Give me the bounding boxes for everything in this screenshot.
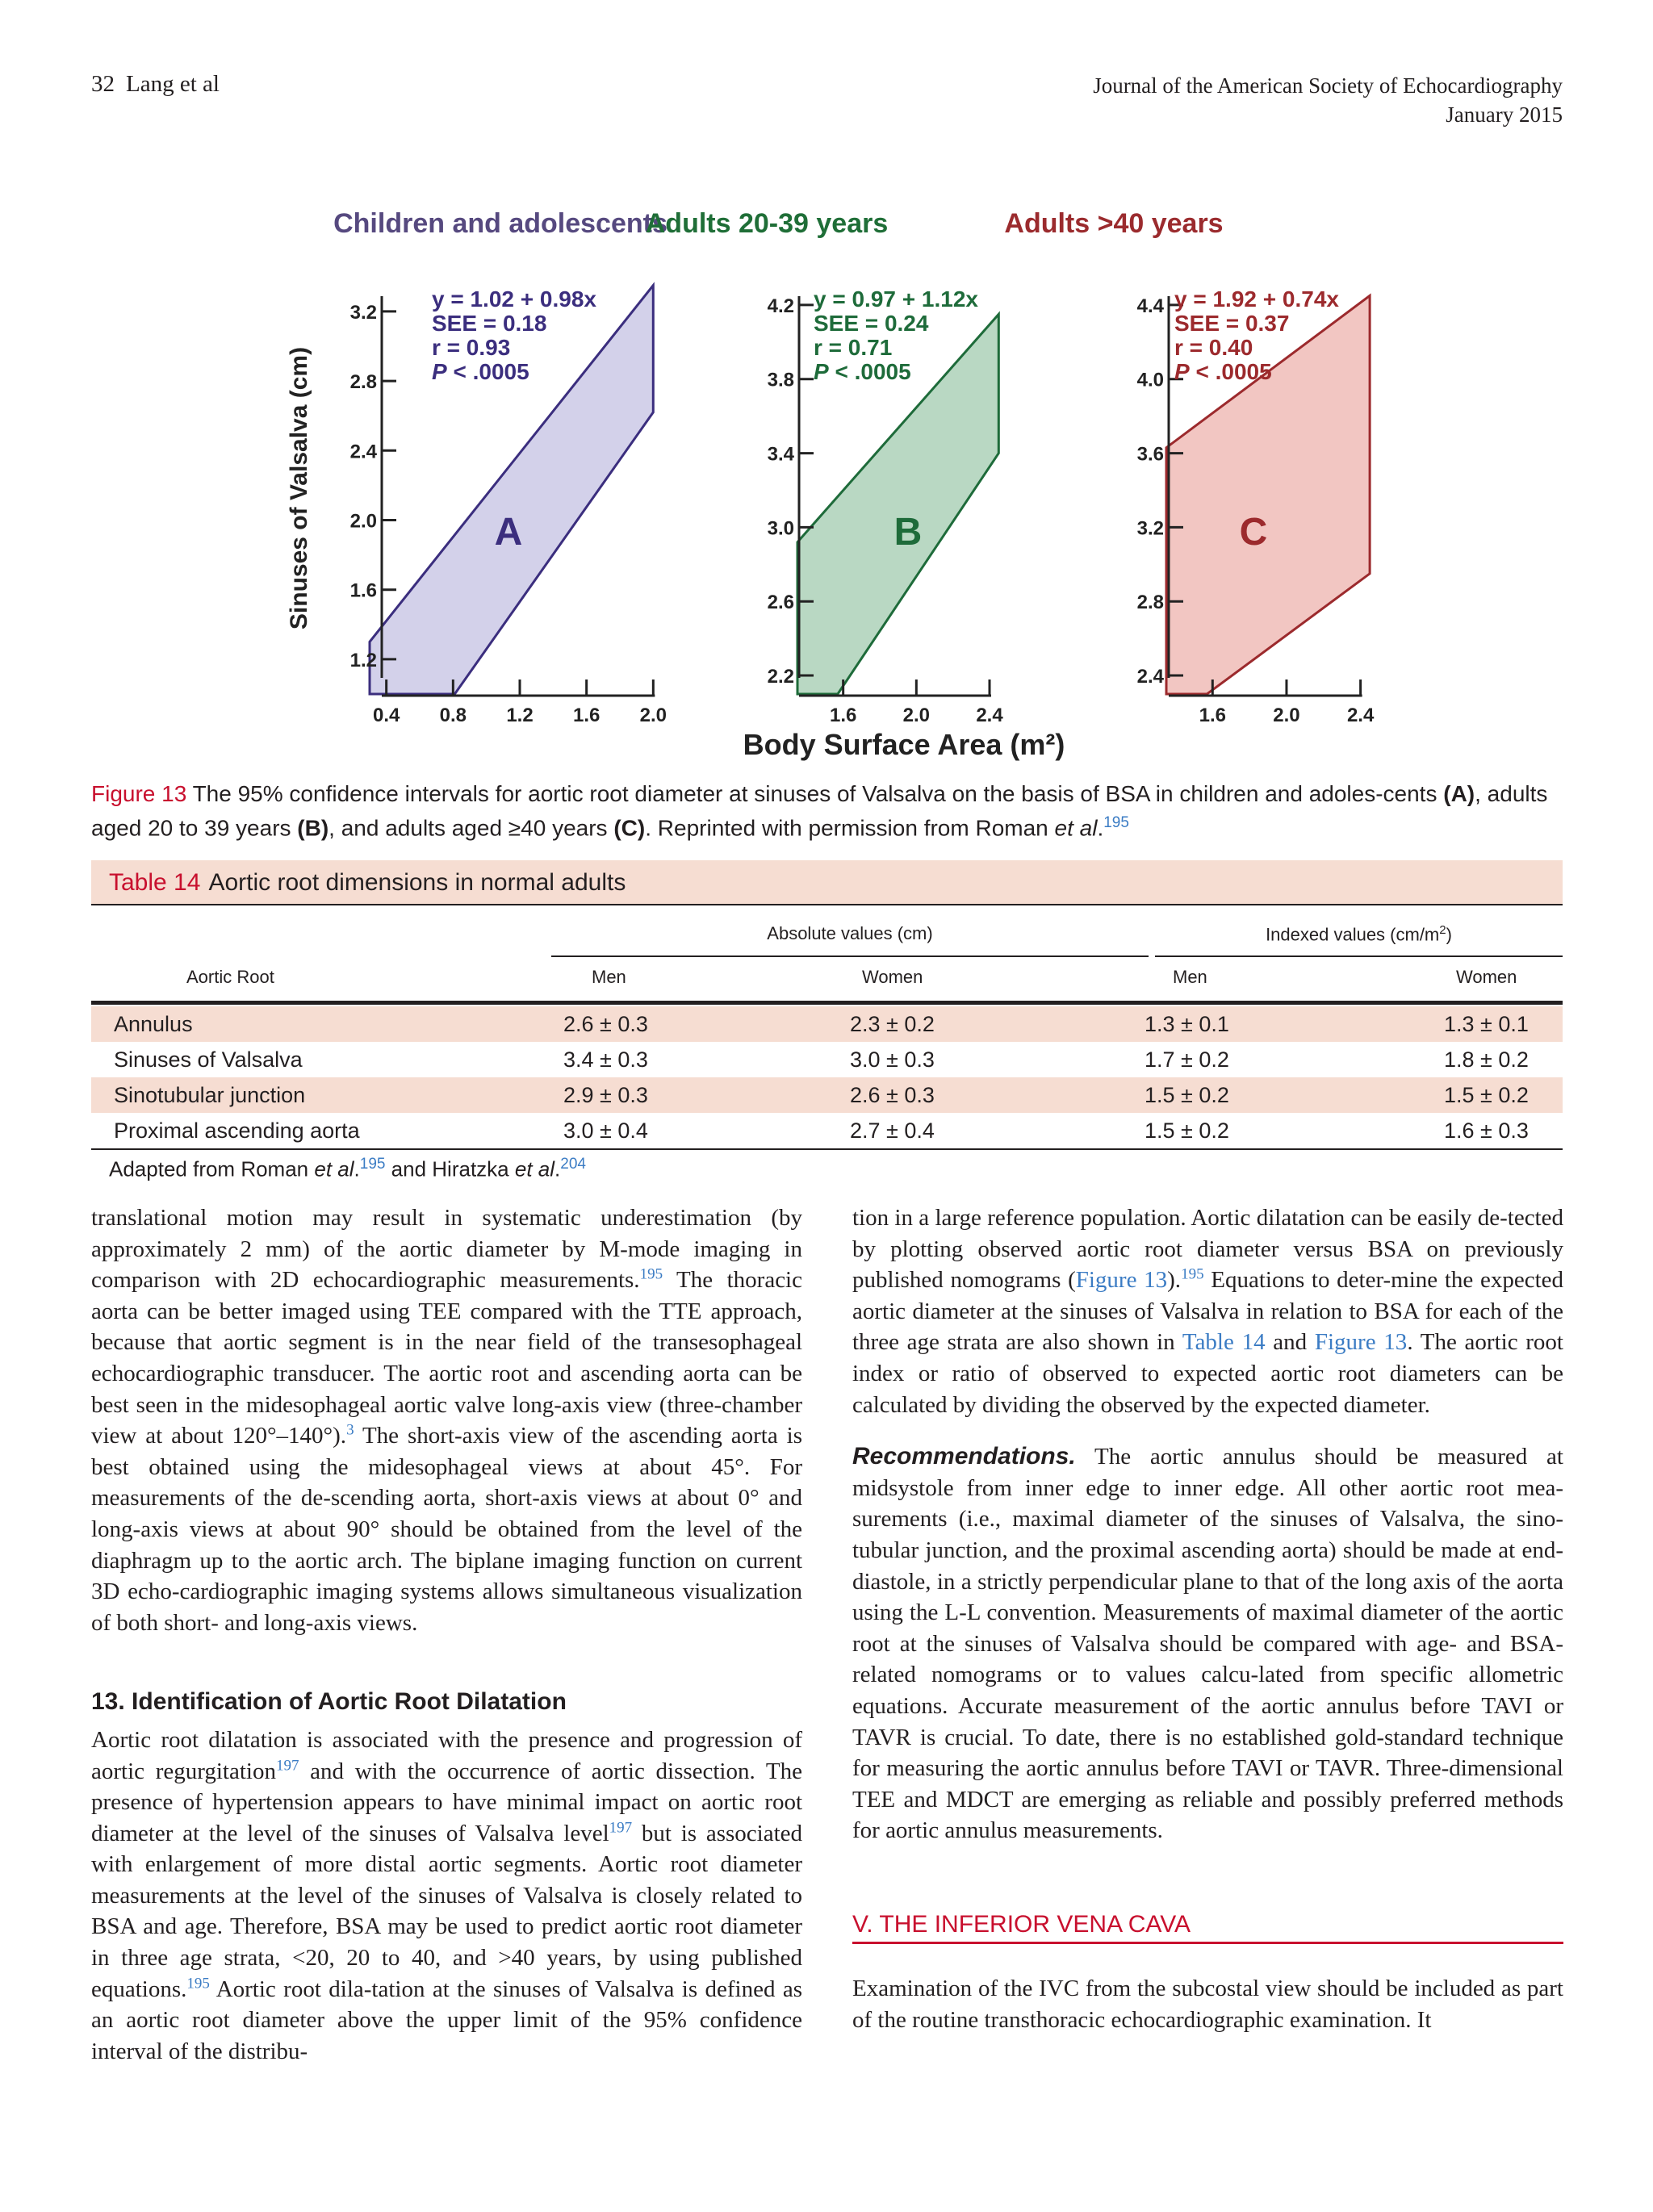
group-header-absolute: Absolute values (cm): [767, 923, 933, 943]
p-value-text: P < .0005: [1174, 359, 1272, 384]
panel-title: Adults 20-39 years: [645, 208, 889, 239]
table-title-text: Aortic root dimensions in normal adults: [208, 869, 626, 896]
y-tick-label: 3.6: [1136, 443, 1164, 466]
text-run: translational motion may result in systematic underestimation (by approximately 2 mm) of the aortic diameter by M-mode imaging in comparison with 2D echocardiographic measurements.: [91, 1205, 802, 1294]
chart-panel-a: [333, 208, 667, 726]
equation-text: y = 1.92 + 0.74x: [1174, 286, 1339, 312]
footnote-text: Adapted from Roman: [109, 1156, 315, 1181]
cell-idx-women: 1.6 ± 0.3: [1444, 1119, 1529, 1143]
row-label: Annulus: [114, 1012, 193, 1036]
row-label: Sinotubular junction: [114, 1083, 306, 1107]
y-tick-label: 2.6: [767, 592, 794, 614]
footnote-etal: et al: [514, 1156, 555, 1181]
group-header-indexed-sup: 2: [1439, 923, 1446, 937]
r-text: r = 0.93: [432, 335, 511, 360]
text-run: The short-axis view of the ascending aorta is best obtained using the midesophageal views at about 45°. For measurements of the de-scending aorta, short-axis views at about 0° and long-axis views at about 90° should be obtained from the level of the diaphragm up to the aortic arch. The biplane imaging function on current 3D echo-cardiographic imaging systems allows simultaneous visualization of both short- and long-axis views.: [91, 1423, 802, 1636]
text-run: tion in a large reference population. Aortic dilatation can be easily de-tected by plotting observed aortic root diameter versus BSA on previously published nomograms (: [852, 1205, 1563, 1294]
y-tick-label: 2.2: [767, 666, 794, 688]
running-header-left: [91, 71, 220, 98]
caption-etal: et al: [1054, 815, 1098, 841]
caption-ref-a: (A): [1443, 781, 1475, 806]
text-run: . The aortic root index or ratio of observed to expected aortic root diameters can be calculated by dividing the observed by the expected diameter.: [852, 1329, 1563, 1418]
text-run: ).: [1167, 1267, 1182, 1294]
paragraph: [91, 1725, 802, 2068]
caption-ref-b: (B): [297, 815, 329, 841]
col-header-abs-women: Women: [862, 967, 923, 987]
x-tick-label: 2.0: [1273, 705, 1300, 726]
citation-link[interactable]: 195: [1103, 814, 1129, 831]
running-authors: Lang et al: [126, 71, 220, 97]
y-tick-label: 4.4: [1136, 295, 1164, 317]
right-column: [852, 1202, 1563, 2036]
y-tick-label: 3.8: [767, 369, 794, 391]
panel-letter: B: [893, 511, 923, 554]
x-tick-label: 0.8: [439, 705, 467, 726]
text-run: Examination of the IVC from the subcostal view should be included as part of the routine transthoracic echocardiographic examination. It: [852, 1976, 1563, 2034]
x-tick-label: 0.4: [372, 705, 400, 726]
panel-letter: C: [1239, 511, 1268, 554]
y-tick-label: 2.8: [349, 371, 377, 394]
y-tick-label: 3.0: [767, 517, 794, 540]
y-tick-label: 4.0: [1136, 369, 1164, 391]
issue-date: January 2015: [1446, 102, 1563, 127]
table-bottom-rule: [91, 1148, 1563, 1150]
figure-13: [274, 202, 1388, 775]
paragraph: [91, 1202, 802, 1638]
cell-abs-men: 3.0 ± 0.4: [563, 1119, 648, 1143]
footnote-text: and Hiratzka: [385, 1156, 515, 1181]
group-rule: [551, 955, 1149, 957]
paragraph: [852, 1202, 1563, 1420]
panel-title: Children and adolescents: [333, 208, 667, 239]
figure-caption: [91, 780, 1563, 843]
panel-title: Adults >40 years: [1004, 208, 1224, 239]
group-rule: [1155, 955, 1563, 957]
cell-idx-men: 1.7 ± 0.2: [1145, 1047, 1229, 1072]
y-tick-label: 2.4: [349, 441, 377, 463]
text-run: Equations to deter-mine the expected aortic diameter at the sinuses of Valsalva in relation to BSA for each of the three age strata are also shown in: [852, 1267, 1564, 1356]
table-row: [91, 1042, 1563, 1077]
cell-idx-women: 1.5 ± 0.2: [1444, 1083, 1529, 1107]
y-axis-label: Sinuses of Valsalva (cm): [286, 346, 312, 630]
figure-link[interactable]: Figure 13: [1075, 1267, 1168, 1294]
cell-idx-men: 1.5 ± 0.2: [1145, 1083, 1229, 1107]
table-row: [91, 1077, 1563, 1113]
row-label: Sinuses of Valsalva: [114, 1047, 303, 1072]
left-column: [91, 1202, 802, 2067]
caption-text: . Reprinted with permission from Roman: [645, 815, 1055, 841]
x-tick-label: 2.4: [976, 705, 1003, 726]
row-label: Proximal ascending aorta: [114, 1119, 360, 1143]
group-header-indexed-text: Indexed values (cm/m: [1266, 924, 1440, 945]
header-rule: [91, 1001, 1563, 1005]
text-run: and: [1265, 1329, 1315, 1356]
caption-ref-c: (C): [613, 815, 646, 841]
see-text: SEE = 0.24: [814, 311, 929, 336]
citation-link[interactable]: 195: [186, 1975, 210, 1992]
x-tick-label: 1.6: [572, 705, 601, 726]
r-text: r = 0.40: [1174, 335, 1253, 360]
cell-idx-women: 1.3 ± 0.1: [1444, 1012, 1529, 1036]
y-tick-label: 4.2: [767, 295, 794, 317]
recommendations-paragraph: [852, 1441, 1563, 1846]
x-tick-label: 1.6: [829, 705, 857, 726]
cell-abs-women: 2.6 ± 0.3: [850, 1083, 935, 1107]
recommendations-heading: Recommendations.: [852, 1443, 1076, 1470]
equation-text: y = 0.97 + 1.12x: [814, 286, 978, 312]
section-heading-13: 13. Identification of Aortic Root Dilatation: [91, 1688, 567, 1716]
citation-link[interactable]: 195: [359, 1156, 386, 1173]
x-tick-label: 2.4: [1346, 705, 1375, 726]
y-tick-label: 2.4: [1136, 666, 1164, 688]
citation-link[interactable]: 197: [275, 1756, 299, 1774]
table-title: [91, 860, 1563, 905]
equation-text: y = 1.02 + 0.98x: [432, 286, 596, 312]
text-run: but is associated with enlargement of more distal aortic segments. Aortic root diameter measurements at the level of the sinuses of Valsalva is closely related to BSA and age. Therefore, BSA may be used to predict aortic root diameter in three age strata, <20, 20 to 40, and >40 years, by using published equations.: [91, 1820, 803, 2002]
table-row: [91, 1113, 1563, 1148]
table-label: Table 14: [109, 869, 201, 896]
cell-abs-men: 3.4 ± 0.3: [563, 1047, 648, 1072]
citation-link[interactable]: 197: [609, 1819, 633, 1837]
page-number: 32: [91, 71, 115, 97]
text-run: The thoracic aorta can be better imaged using TEE compared with the TTE approach, because that aortic segment is in the near field of the transesophageal echocardiographic transducer. The aortic root and ascending aorta can be best seen in the midesophageal aortic valve long-axis view (three-chamber view at about 120°–140°).: [91, 1267, 802, 1449]
journal-name: Journal of the American Society of Echocardiography: [1093, 73, 1563, 98]
table-footnote: Adapted from Roman et al.$^{195}$ and Hiratzka et al.$^{204}$: [109, 1156, 586, 1181]
paragraph: [852, 1973, 1563, 2035]
table-row: [91, 1006, 1563, 1042]
text-run: and with the occurrence of aortic dissection. The presence of hypertension appears to have minimal impact on aortic root diameter at the level of the sinuses of Valsalva level: [91, 1758, 802, 1846]
cell-abs-women: 3.0 ± 0.3: [850, 1047, 935, 1072]
caption-text: .: [1097, 815, 1104, 841]
y-tick-label: 1.2: [349, 649, 377, 671]
figure-link[interactable]: Figure 13: [1314, 1329, 1408, 1356]
caption-text: , and adults aged ≥40 years: [329, 815, 614, 841]
col-header-idx-men: Men: [1173, 967, 1207, 987]
x-tick-label: 1.6: [1199, 705, 1226, 726]
citation-link[interactable]: 195: [639, 1265, 663, 1283]
confidence-band: [370, 286, 653, 694]
citation-link[interactable]: 3: [346, 1421, 354, 1439]
cell-abs-women: 2.3 ± 0.2: [850, 1012, 935, 1036]
r-text: r = 0.71: [814, 335, 893, 360]
col-header-idx-women: Women: [1456, 967, 1517, 987]
see-text: SEE = 0.18: [432, 311, 547, 336]
cell-idx-men: 1.5 ± 0.2: [1145, 1119, 1229, 1143]
group-header-indexed: [1155, 923, 1563, 945]
y-tick-label: 3.4: [767, 443, 794, 466]
x-tick-label: 1.2: [506, 705, 534, 726]
section-heading-v: V. THE INFERIOR VENA CAVA: [852, 1909, 1563, 1945]
col-header-abs-men: Men: [592, 967, 626, 987]
chart-panel-c: [1004, 208, 1375, 726]
caption-text: The 95% confidence intervals for aortic root diameter at sinuses of Valsalva on the basis of BSA in children and adoles-cents: [186, 781, 1444, 806]
text-run: Aortic root dilatation is associated with the presence and progression of aortic regurgitation: [91, 1726, 802, 1784]
figure-label: Figure 13: [91, 781, 187, 806]
cell-idx-men: 1.3 ± 0.1: [1145, 1012, 1229, 1036]
figure-13-chart: [274, 202, 1388, 775]
y-tick-label: 2.8: [1136, 592, 1164, 614]
cell-idx-women: 1.8 ± 0.2: [1444, 1047, 1529, 1072]
cell-abs-women: 2.7 ± 0.4: [850, 1119, 935, 1143]
running-header-right: [1093, 71, 1563, 129]
text-run: Aortic root dila-tation at the sinuses of Valsalva is defined as an aortic root diameter above the upper limit of the 95% confidence interval of the distribu-: [91, 1976, 802, 2064]
y-tick-label: 2.0: [349, 510, 377, 533]
y-tick-label: 3.2: [349, 301, 377, 324]
citation-link[interactable]: 204: [560, 1156, 586, 1173]
see-text: SEE = 0.37: [1174, 311, 1290, 336]
text-run: The aortic annulus should be measured at midsystole from inner edge to inner edge. All other aortic root mea-surements (i.e., maximal diameter of the sinuses of Valsalva, the sino-tubular junction, and the proximal ascending aorta) should be made at end-diastole, in a strictly perpendicular plane to that of the long axis of the aorta using the L-L convention. Measurements of maximal diameter of the aortic root at the sinuses of Valsalva should be compared with age- and BSA-related nomograms or to values calcu-lated from specific allometric equations. Accurate measurement of the aortic annulus before TAVI or TAVR is crucial. To date, there is no established gold-standard technique for measuring the aortic annulus before TAVI or TAVR. Three-dimensional TEE and MDCT are emerging as reliable and possibly preferred methods for aortic annulus measurements.: [852, 1444, 1563, 1844]
table-link[interactable]: Table 14: [1182, 1329, 1266, 1356]
y-tick-label: 1.6: [349, 579, 377, 602]
x-tick-label: 2.0: [639, 705, 667, 726]
x-tick-label: 2.0: [902, 705, 931, 726]
citation-link[interactable]: 195: [1181, 1265, 1204, 1283]
panel-letter: A: [494, 511, 523, 554]
p-value-text: P < .0005: [432, 359, 529, 384]
cell-abs-men: 2.6 ± 0.3: [563, 1012, 648, 1036]
chart-panel-b: [646, 208, 1004, 726]
col-header-aortic-root: Aortic Root: [186, 967, 274, 987]
cell-abs-men: 2.9 ± 0.3: [563, 1083, 648, 1107]
caption-text: , adults aged 20 to 39 years: [91, 781, 1548, 841]
p-value-text: P < .0005: [814, 359, 911, 384]
x-axis-label: Body Surface Area (m²): [743, 728, 1065, 761]
footnote-etal: et al: [314, 1156, 354, 1181]
y-tick-label: 3.2: [1136, 517, 1164, 540]
group-header-indexed-end: ): [1446, 924, 1452, 945]
